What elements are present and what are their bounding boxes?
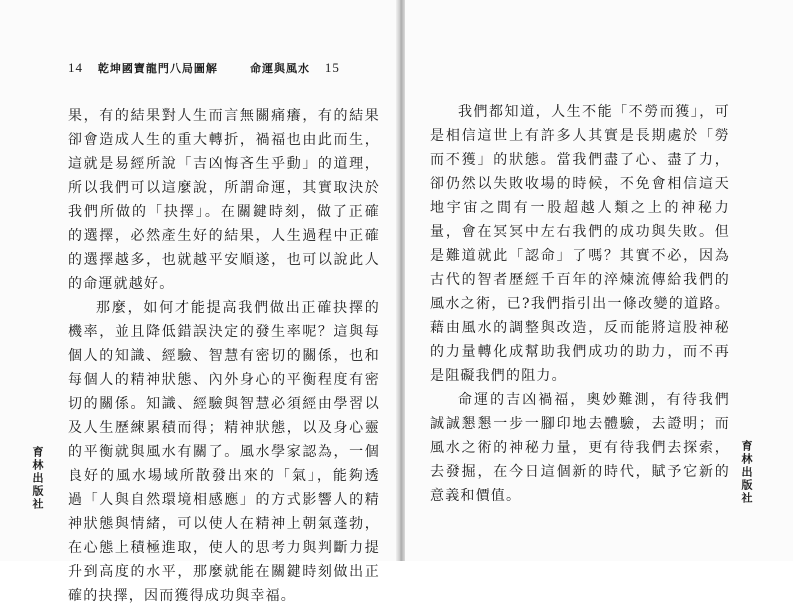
right-paragraph-2: 命運的吉凶禍福，奧妙難測，有待我們誠誠懇懇一步一腳印地去體驗，去證明；而風水之術的神秘力量，更有待我們去探索，去發掘，在今日這個新的時代，賦予它新的意義和價值。 xyxy=(430,392,730,504)
right-page-number: 15 xyxy=(324,60,340,75)
right-page-header xyxy=(250,60,350,76)
right-running-title: 命運與風水 xyxy=(250,62,310,75)
left-paragraph-2: 那麼，如何才能提高我們做出正確抉擇的機率，並且降低錯誤決定的發生率呢？這與每個人的知識、經驗、智慧有密切的關係，也和每個人的精神狀態、內外身心的平衡程度有密切的關係。知識、經驗與智慧必須經由學習以及人生歷練累積而得；精神狀態，以及身心靈的平衡就與風水有關了。風水學家認為，一個良好的風水場域所散發出來的「氣」，能夠透過「人與自然環境相感應」的方式影響人的精神狀態與情緒，可以使人在精神上朝氣蓬勃，在心態上積極進取，使人的思考力與判斷力提升到高度的水平，那麼就能在關鍵時刻做出正確的抉擇，因而獲得成功與幸福。 xyxy=(68,300,380,604)
left-page-number: 14 xyxy=(68,60,83,75)
left-publisher-mark: 育林出版社 xyxy=(31,446,44,511)
right-page-body xyxy=(430,100,730,508)
right-paragraph-1: 我們都知道，人生不能「不勞而獲」，可是相信這世上有許多人其實是長期處於「勞而不獲」的狀態。當我們盡了心、盡了力，卻仍然以失敗收場的時候，不免會相信這天地宇宙之間有一股超越人類之上的神秘力量，會在冥冥中左右我們的成功與失敗。但是難道就此「認命」了嗎？其實不必，因為古代的智者歷經千百年的淬煉流傳給我們的風水之術，已?我們指引出一條改變的道路。藉由風水的調整與改造，反而能將這股神秘的力量轉化成幫助我們成功的助力，而不再是阻礙我們的阻力。 xyxy=(430,104,730,384)
left-page-header xyxy=(58,60,218,76)
left-paragraph-1: 果，有的結果對人生而言無關痛癢，有的結果卻會造成人生的重大轉折，禍福也由此而生，這就是易經所說「吉凶悔吝生乎動」的道理，所以我們可以這麼說，所謂命運，其實取決於我們所做的「抉擇」。在關鍵時刻，做了正確的選擇，必然產生好的結果，人生過程中正確的選擇越多，也就越平安順遂，也可以說此人的命運就越好。 xyxy=(68,108,380,292)
left-page-body xyxy=(68,104,380,608)
book-gutter xyxy=(396,0,405,561)
right-publisher-mark: 育林出版社 xyxy=(740,440,753,505)
left-running-title: 乾坤國寶龍門八局圖解 xyxy=(97,62,218,75)
